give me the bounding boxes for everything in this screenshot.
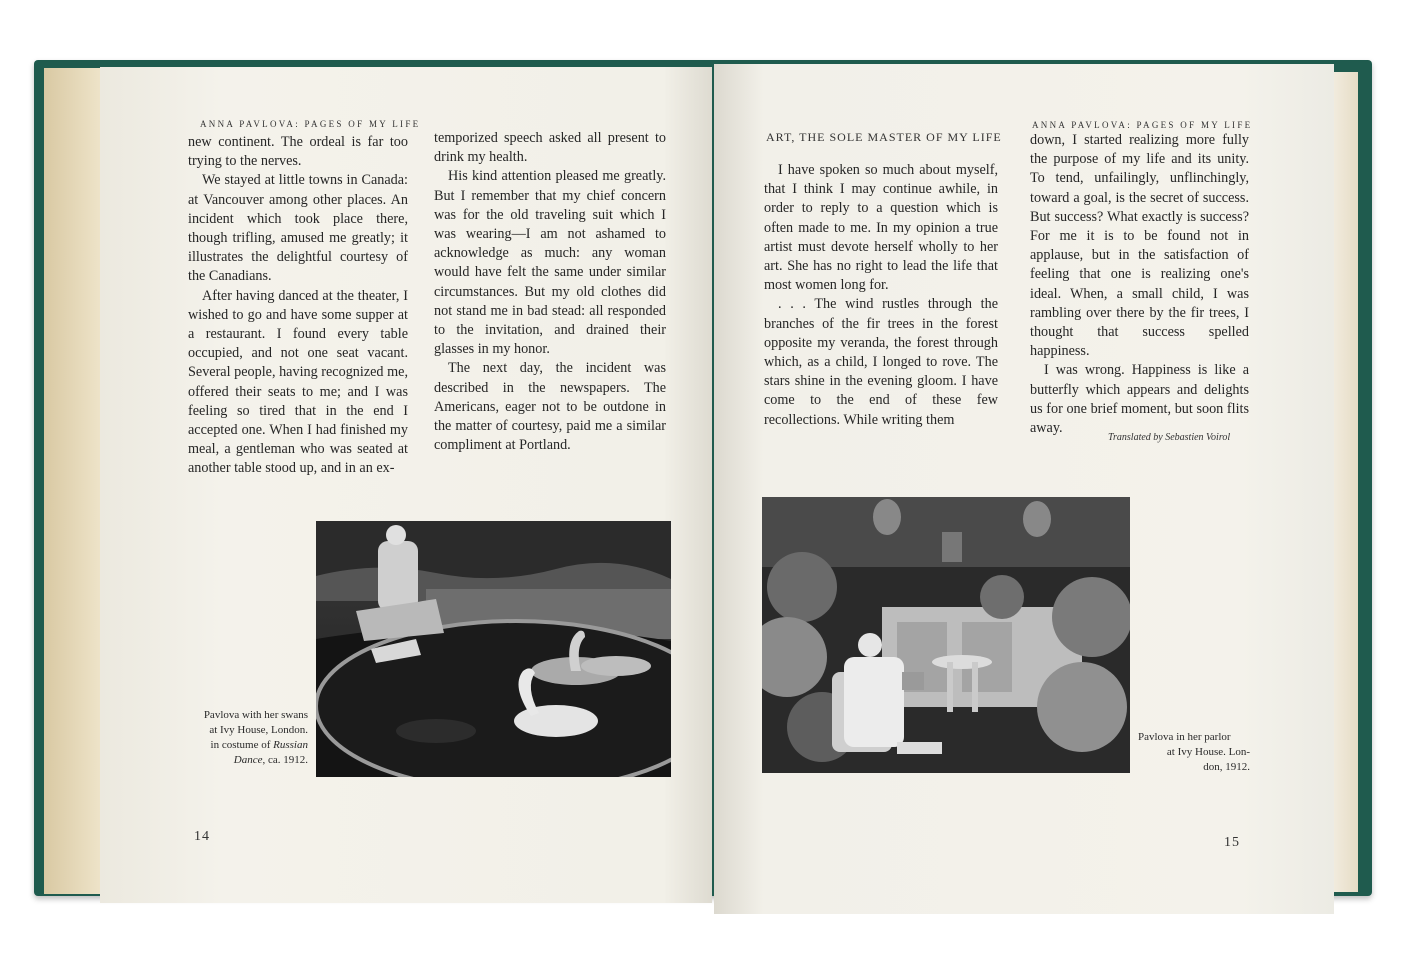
caption-line: Pavlova with her swans [203,709,308,721]
left-column-2 [434,129,666,455]
page-number-right: 15 [1224,835,1240,850]
swans-photo [316,521,671,777]
section-head: ART, THE SOLE MASTER OF MY LIFE [766,130,1002,144]
left-column-1 [188,133,408,479]
caption-line: at Ivy House. Lon- [1166,746,1250,758]
paragraph: After having danced at the theater, I wished to go and have some supper at a restaurant. I found every table occupied, and not one seat vacant. Several people, having recognized me, offered their seats to me; and I was feeling so tired that in the end I accepted one. When I had finished my meal, a gentleman who was seated at another table stood up, and in an ex- [188,287,408,477]
caption-text: in costume of [210,739,271,751]
caption-italic: Dance [233,754,263,766]
paragraph: temporized speech asked all present to drink my health. [434,130,666,166]
parlor-photo [762,497,1130,773]
paragraph: I was wrong. Happiness is like a butterfly which appears and delights us for one brief moment, but soon flits away. [1030,362,1249,437]
right-page [714,64,1334,914]
paragraph: His kind attention pleased me greatly. But I remember that my chief concern was for the old traveling suit which I was wearing—I am not ashamed to acknowledge as much: any woman would have felt the same under similar circumstances. But my old clothes did not stand me in bad stead: all responded to the invitation, and drained their glasses in my honor. [434,168,666,358]
paragraph: The next day, the incident was described in the newspapers. The Americans, eager not to be outdone in the matter of courtesy, paid me a similar compliment at Portland. [434,360,666,454]
left-page [100,67,712,903]
right-column-2 [1030,131,1249,438]
translator-credit: Translated by Sebastien Voirol [1108,432,1231,443]
paragraph: I have spoken so much about myself, that I think I may continue awhile, in order to reply to a question which is often made to me. In my opinion a true artist must devote herself wholly to her art. She has no right to lead the life that most women long for. [764,162,998,294]
left-photo-caption [190,708,308,768]
caption-line: Pavlova in her parlor [1138,731,1231,743]
caption-line: don, 1912. [1203,761,1250,773]
right-column-1 [764,161,998,430]
right-photo-caption [1138,730,1250,775]
paragraph: . . . The wind rustles through the branches of the fir trees in the forest opposite my veranda, the forest through which, as a child, I longed to rove. The stars shine in the evening gloom. I have come to the end of these few recollections. While writing them [764,296,998,428]
caption-line: at Ivy House, London. [209,724,308,736]
caption-italic: Russian [273,739,308,751]
right-running-head: ANNA PAVLOVA: PAGES OF MY LIFE [1032,120,1253,130]
caption-line [190,753,308,768]
page-number-left: 14 [194,829,210,844]
caption-text: , ca. 1912. [262,754,308,766]
paragraph: down, I started realizing more fully the purpose of my life and its unity. To tend, unfailingly, unflinchingly, toward a goal, is the secret of success. But success? What exactly is success? For me it is to be found not in applause, but in the satisfaction of feeling that one is realizing one's ideal. When, a small child, I was rambling over there by the fir trees, I thought that success spelled happiness. [1030,132,1249,360]
left-running-head: ANNA PAVLOVA: PAGES OF MY LIFE [200,119,421,129]
paragraph: new continent. The ordeal is far too trying to the nerves. [188,134,408,170]
page-edges-left [44,68,104,894]
caption-line [190,738,308,753]
paragraph: We stayed at little towns in Canada: at Vancouver among other places. An incident which took place there, though trifling, amused me greatly; it illustrates the delightful courtesy of the Canadians. [188,172,408,285]
